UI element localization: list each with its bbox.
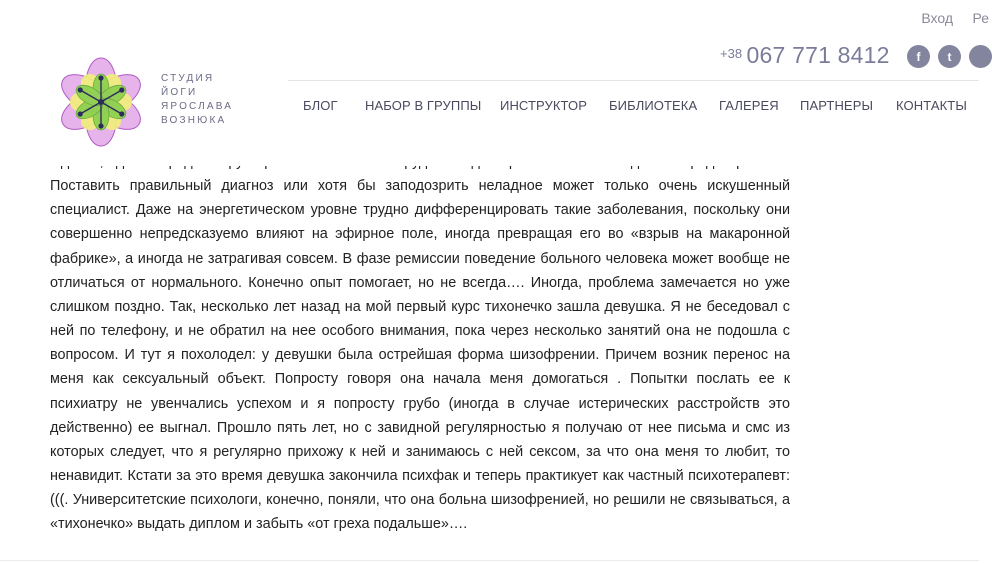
- article-text: Поставить правильный диагноз или хотя бы заподозрить неладное может только очень искушенный специалист. Даже на энергетическом уровне трудно дифференцировать такие заболевания, поскольку они совершенно непредсказуемо влияют на эфирное поле, иногда превращая его во «взрыв на макаронной фабрике», а иногда не затрагивая совсем. В фазе ремиссии поведение больного человека может вообще не отличаться от нормального. Конечно опыт помогает, но не всегда…. Иногда, проблема замечается но уже слишком поздно. Так, несколько лет назад на мой первый курс тихонечко зашла девушка. Я не беседовал с ней по телефону, и не обратил на нее особого внимания, пока через несколько занятий она не подошла с вопросом. И тут я похолодел: у девушки была острейшая форма шизофрении. Причем возник перенос на меня как сексуальный объект. Попросту говоря она начала меня домогаться . Попытки послать ее к психиатру не увенчались успехом и я попросту грубо (иногда в случае истерических расстройств это действенно) ее выгнал. Прошло пять лет, но с завидной регулярностью я получаю от нее письма и смс из которых следует, что я регулярно прихожу к ней и занимаюсь с ней сексом, за что она меня то любит, то ненавидит. Кстати за это время девушка закончила психфак и теперь практикует как частный психотерапевт:(((. Университетские психологи, конечно, поняли, что она больна шизофренией, но решили не связываться, а «тихонечко» выдать диплом и забыть «от греха подальше»….: [50, 178, 790, 533]
- facebook-icon[interactable]: f: [907, 45, 930, 68]
- site-header: [0, 0, 989, 166]
- social-icon[interactable]: [969, 45, 992, 68]
- nav-item-gallery[interactable]: ГАЛЕРЕЯ: [719, 98, 779, 113]
- nav-item-blog[interactable]: БЛОГ: [303, 98, 338, 113]
- nav-item-library[interactable]: БИБЛИОТЕКА: [609, 98, 698, 113]
- twitter-icon[interactable]: t: [938, 45, 961, 68]
- brand-line: ВОЗНЮКА: [161, 115, 227, 126]
- nav-divider: [288, 80, 979, 81]
- brand-name[interactable]: [161, 72, 281, 128]
- nav-item-groups[interactable]: НАБОР В ГРУППЫ: [365, 98, 482, 113]
- register-link[interactable]: Ре: [972, 10, 989, 26]
- footer-divider: [0, 560, 979, 561]
- login-link[interactable]: Вход: [921, 10, 953, 26]
- logo-mandala-icon[interactable]: [55, 56, 147, 148]
- brand-line: ЙОГИ: [161, 87, 198, 98]
- phone-digits: 067 771 8412: [746, 42, 890, 68]
- nav-item-instructor[interactable]: ИНСТРУКТОР: [500, 98, 587, 113]
- brand-line: СТУДИЯ: [161, 73, 215, 84]
- nav-item-contacts[interactable]: КОНТАКТЫ: [896, 98, 967, 113]
- brand-line: ЯРОСЛАВА: [161, 101, 234, 112]
- nav-item-partners[interactable]: ПАРТНЕРЫ: [800, 98, 874, 113]
- phone-country-code: +38: [720, 46, 743, 61]
- phone-number[interactable]: [720, 42, 890, 69]
